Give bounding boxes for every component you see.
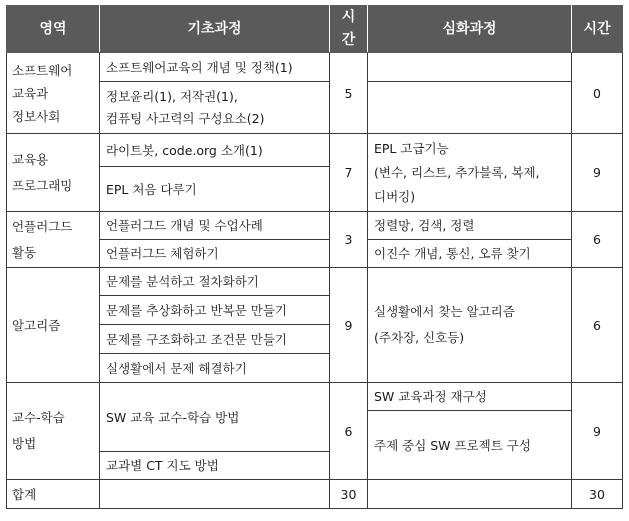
area-line: 정보사회 bbox=[12, 108, 61, 124]
total-area-cell: 합계 bbox=[7, 480, 100, 509]
basic-course-cell: 소프트웨어교육의 개념 및 정책(1) bbox=[100, 53, 330, 82]
header-area: 영역 bbox=[7, 6, 100, 53]
hours-basic-cell: 6 bbox=[330, 383, 368, 480]
basic-course-cell: EPL 처음 다루기 bbox=[100, 167, 330, 212]
basic-course-cell: 언플러그드 체험하기 bbox=[100, 240, 330, 268]
area-line: 활동 bbox=[12, 244, 37, 260]
advanced-line: EPL 고급기능 bbox=[374, 140, 449, 156]
area-line: 소프트웨어 bbox=[12, 62, 73, 78]
basic-course-cell: 정보윤리(1), 저작권(1), 컴퓨팅 사고력의 구성요소(2) bbox=[100, 82, 330, 134]
advanced-course-cell: SW 교육과정 재구성 bbox=[368, 383, 572, 411]
advanced-course-cell bbox=[368, 134, 572, 212]
hours-basic-cell: 7 bbox=[330, 134, 368, 212]
basic-course-cell: SW 교육 교수-학습 방법 bbox=[100, 383, 330, 452]
area-line: 프로그래밍 bbox=[12, 177, 73, 193]
area-cell bbox=[7, 53, 100, 134]
header-row bbox=[7, 6, 623, 53]
advanced-course-cell bbox=[368, 82, 572, 134]
hours-basic-cell: 3 bbox=[330, 212, 368, 268]
area-line: 교육과 bbox=[12, 85, 49, 101]
advanced-course-cell: 정렬망, 검색, 정렬 bbox=[368, 212, 572, 240]
basic-course-cell: 문제를 분석하고 절차화하기 bbox=[100, 268, 330, 296]
hours-advanced-cell: 9 bbox=[572, 134, 623, 212]
area-cell bbox=[7, 383, 100, 480]
area-cell bbox=[7, 212, 100, 268]
area-line: 언플러그드 bbox=[12, 218, 73, 234]
total-hours-basic: 30 bbox=[330, 480, 368, 509]
total-basic-cell bbox=[100, 480, 330, 509]
table-row bbox=[7, 240, 623, 268]
area-line: 교수-학습 bbox=[12, 410, 65, 425]
total-advanced-cell bbox=[368, 480, 572, 509]
total-row bbox=[7, 480, 623, 509]
hours-advanced-cell: 9 bbox=[572, 383, 623, 480]
header-hours-advanced: 시간 bbox=[572, 6, 623, 53]
basic-course-cell: 라이트봇, code.org 소개(1) bbox=[100, 134, 330, 167]
curriculum-table bbox=[6, 5, 623, 509]
advanced-course-cell: 주제 중심 SW 프로젝트 구성 bbox=[368, 411, 572, 480]
advanced-line: 디버깅) bbox=[374, 188, 416, 204]
curriculum-table-container bbox=[6, 5, 623, 509]
basic-course-cell: 문제를 구조화하고 조건문 만들기 bbox=[100, 325, 330, 354]
basic-course-cell: 문제를 추상화하고 반복문 만들기 bbox=[100, 296, 330, 325]
hours-advanced-cell: 6 bbox=[572, 212, 623, 268]
hours-basic-cell: 9 bbox=[330, 268, 368, 383]
hours-advanced-cell: 0 bbox=[572, 53, 623, 134]
advanced-course-cell bbox=[368, 268, 572, 383]
area-line: 방법 bbox=[12, 436, 37, 451]
table-row bbox=[7, 212, 623, 240]
header-basic-course: 기초과정 bbox=[100, 6, 330, 53]
advanced-line: (변수, 리스트, 추가블록, 복제, bbox=[374, 164, 540, 180]
table-row bbox=[7, 383, 623, 411]
area-cell bbox=[7, 134, 100, 212]
area-cell: 알고리즘 bbox=[7, 268, 100, 383]
basic-course-cell: 실생활에서 문제 해결하기 bbox=[100, 354, 330, 383]
advanced-line: 실생활에서 찾는 알고리즘 bbox=[374, 304, 515, 319]
header-advanced-course: 심화과정 bbox=[368, 6, 572, 53]
basic-course-cell: 언플러그드 개념 및 수업사례 bbox=[100, 212, 330, 240]
header-hours-basic: 시간 bbox=[330, 6, 368, 53]
area-line: 교육용 bbox=[12, 151, 49, 167]
hours-basic-cell: 5 bbox=[330, 53, 368, 134]
advanced-course-cell bbox=[368, 53, 572, 82]
table-row bbox=[7, 53, 623, 82]
advanced-course-cell: 이진수 개념, 통신, 오류 찾기 bbox=[368, 240, 572, 268]
table-row bbox=[7, 82, 623, 134]
table-row bbox=[7, 268, 623, 296]
advanced-line: (주차장, 신호등) bbox=[374, 330, 465, 345]
basic-course-cell: 교과별 CT 지도 방법 bbox=[100, 452, 330, 480]
table-row bbox=[7, 134, 623, 167]
hours-advanced-cell: 6 bbox=[572, 268, 623, 383]
total-hours-advanced: 30 bbox=[572, 480, 623, 509]
